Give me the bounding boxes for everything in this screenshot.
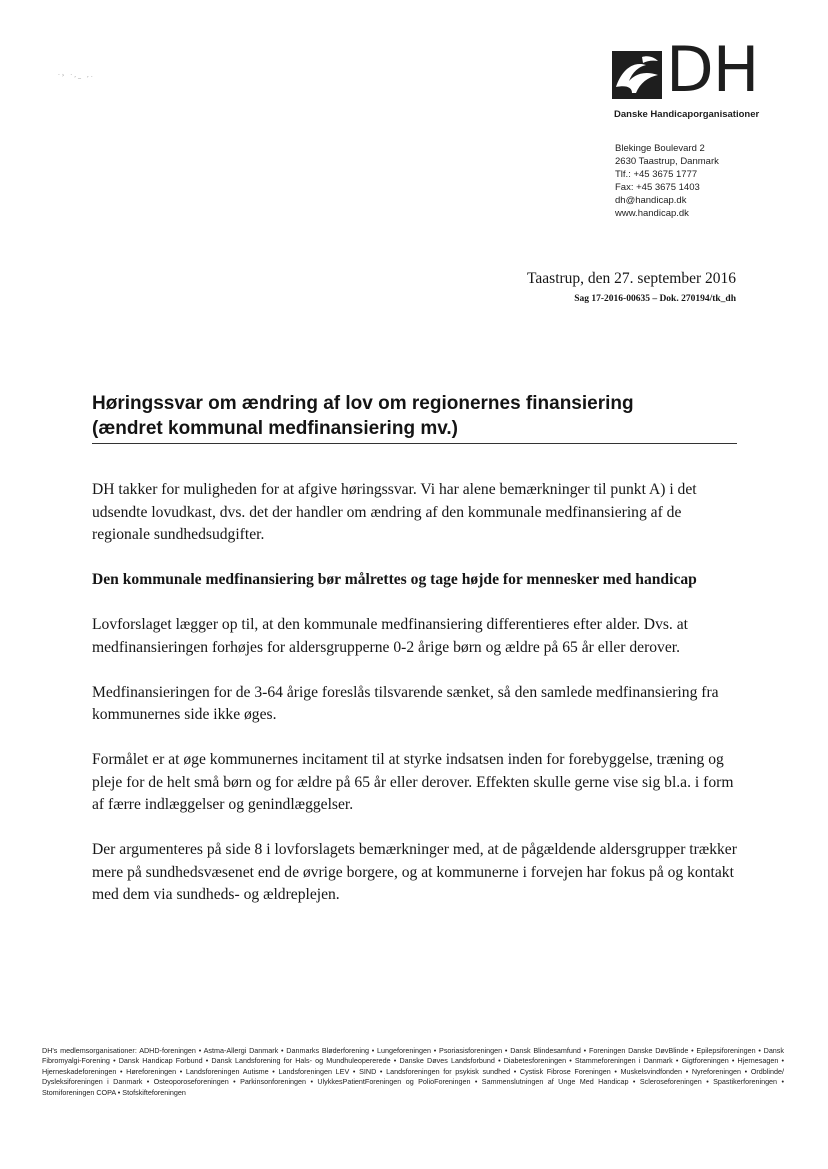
contact-city: 2630 Taastrup, Danmark bbox=[615, 156, 719, 167]
organisation-name: Danske Handicaporganisationer bbox=[614, 109, 760, 120]
paragraph-purpose: Formålet er at øge kommunernes incitament til at styrke indsatsen inden for forebyggelse, træning og pleje for de helt små børn og for ældre på 65 år eller derover. Effekten skulle gerne vise sig bl.a. i form af færre indlæggelser og genindlæggelser. bbox=[92, 751, 734, 813]
title-line-2: (ændret kommunal medfinansiering mv.) bbox=[92, 418, 458, 439]
date-line: Taastrup, den 27. september 2016 bbox=[527, 270, 736, 287]
paragraph-proposal: Lovforslaget lægger op til, at den kommunale medfinansiering differentieres efter alder. Dvs. at medfinansieringen forhøjes for aldersgrupperne 0-2 årige børn og ældre på 65 år eller derover. bbox=[92, 616, 688, 656]
section-heading: Den kommunale medfinansiering bør målrettes og tage højde for mennesker med handicap bbox=[92, 571, 697, 588]
scan-artifact: ·› ·‚_ ‚. bbox=[58, 72, 95, 79]
paragraph-intro: DH takker for muligheden for at afgive høringssvar. Vi har alene bemærkninger til punkt A) i det udsendte lovudkast, dvs. det der handler om ændring af den kommunale medfinansiering af de regionale sundhedsudgifter. bbox=[92, 481, 697, 543]
logo-letters: DH bbox=[666, 33, 759, 106]
dh-bird-logo-icon bbox=[612, 51, 662, 99]
contact-email: dh@handicap.dk bbox=[615, 195, 687, 206]
contact-street: Blekinge Boulevard 2 bbox=[615, 143, 705, 154]
letter-body bbox=[92, 479, 742, 929]
member-organisations-footer: DH's medlemsorganisationer: ADHD-foreningen • Astma-Allergi Danmark • Danmarks Bløderforening • Lungeforeningen • Psoriasisforeningen • Dansk Blindesamfund • Foreningen Danske DøvBlinde • Epilepsiforeningen • Dansk Fibromyalgi-Forening • Dansk Handicap Forbund • Dansk Landsforening for Hals- og Mundhuleopererede • Danske Døves Landsforbund • Diabetesforeningen • Stammeforeningen i Danmark • Gigtforeningen • Hjernesagen • Hjerneskadeforeningen • Høreforeningen • Landsforeningen Autisme • Landsforeningen LEV • SIND • Landsforeningen for psykisk sundhed • Cystisk Fibrose Foreningen • Muskelsvindfonden • Nyreforeningen • Ordblinde/ Dysleksiforeningen i Danmark • Osteoporoseforeningen • Parkinsonforeningen • UlykkesPatientForeningen og PolioForeningen • Sammenslutningen af Unge Med Handicap • Scleroseforeningen • Spastikerforeningen • Stomiforeningen COPA • Stofskifteforeningen bbox=[42, 1046, 784, 1097]
case-reference: Sag 17-2016-00635 – Dok. 270194/tk_dh bbox=[574, 294, 736, 304]
dh-logo bbox=[612, 33, 792, 121]
contact-web: www.handicap.dk bbox=[615, 208, 689, 219]
contact-fax: Fax: +45 3675 1403 bbox=[615, 182, 700, 193]
contact-block bbox=[615, 142, 719, 220]
title-underline bbox=[92, 443, 737, 444]
paragraph-reduction: Medfinansieringen for de 3-64 årige foreslås tilsvarende sænket, så den samlede medfinansiering fra kommunernes side ikke øges. bbox=[92, 683, 719, 723]
title-line-1: Høringssvar om ændring af lov om regionernes finansiering bbox=[92, 393, 634, 414]
document-title bbox=[92, 391, 737, 441]
paragraph-argument: Der argumenteres på side 8 i lovforslagets bemærkninger med, at de pågældende aldersgrupper trækker mere på sundhedsvæsenet end de øvrige borgere, og at kommunerne i forvejen har fokus på og kontakt med dem via sundheds- og ældreplejen. bbox=[92, 841, 737, 903]
contact-phone: Tlf.: +45 3675 1777 bbox=[615, 169, 698, 180]
